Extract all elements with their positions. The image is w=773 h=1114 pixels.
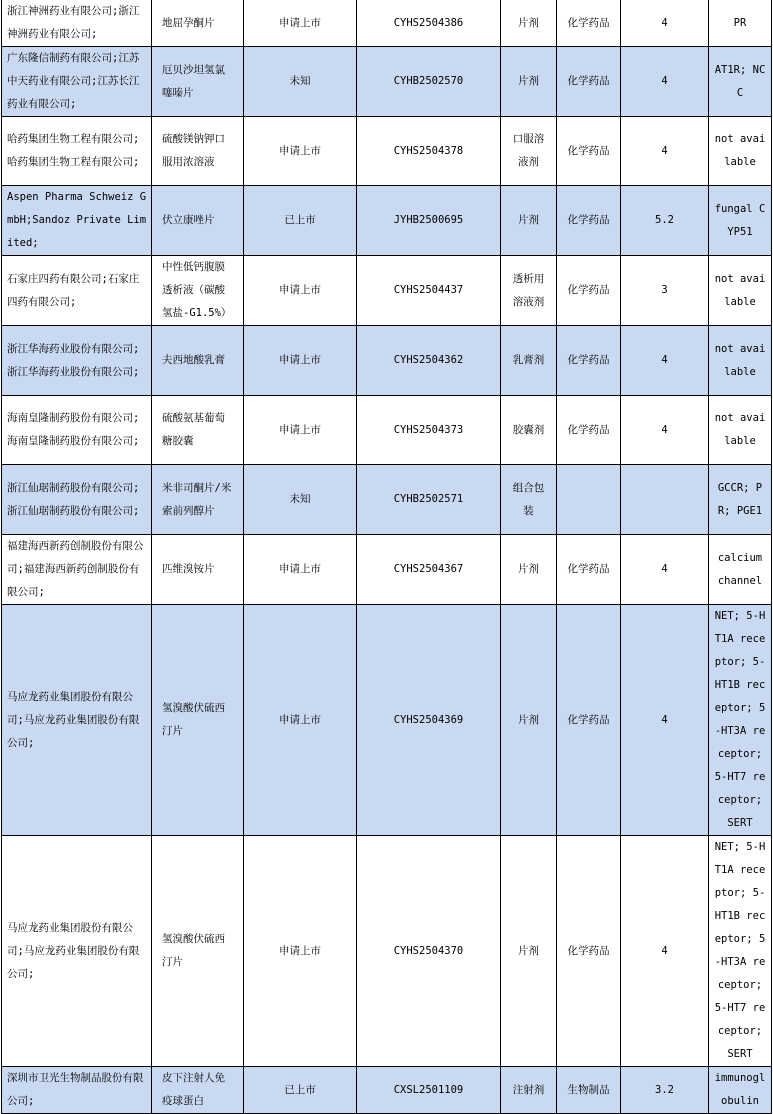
- drug-type-cell: [557, 465, 621, 535]
- table-row: [2, 465, 772, 535]
- registration-class-cell: 3: [621, 256, 709, 326]
- dosage-form-cell: 胶囊剂: [501, 396, 557, 465]
- target-cell: not available: [709, 256, 772, 326]
- acceptance-code-cell: CYHS2504386: [357, 0, 501, 47]
- status-cell: 申请上市: [244, 535, 357, 605]
- company-cell: 马应龙药业集团股份有限公司;马应龙药业集团股份有限公司;: [2, 605, 152, 836]
- company-cell: 浙江仙琚制药股份有限公司;浙江仙琚制药股份有限公司;: [2, 465, 152, 535]
- company-cell: 浙江华海药业股份有限公司;浙江华海药业股份有限公司;: [2, 326, 152, 396]
- registration-class-cell: 4: [621, 396, 709, 465]
- table-row: [2, 0, 772, 47]
- drug-name-cell: 地屈孕酮片: [152, 0, 244, 47]
- table-row: [2, 535, 772, 605]
- drug-type-cell: 化学药品: [557, 535, 621, 605]
- company-cell: 马应龙药业集团股份有限公司;马应龙药业集团股份有限公司;: [2, 836, 152, 1067]
- drug-name-cell: 匹维溴铵片: [152, 535, 244, 605]
- table-row: [2, 186, 772, 256]
- status-cell: 未知: [244, 465, 357, 535]
- drug-name-cell: 米非司酮片/米索前列醇片: [152, 465, 244, 535]
- target-cell: fungal CYP51: [709, 186, 772, 256]
- dosage-form-cell: 片剂: [501, 47, 557, 117]
- status-cell: 申请上市: [244, 256, 357, 326]
- dosage-form-cell: 组合包装: [501, 465, 557, 535]
- drug-type-cell: 化学药品: [557, 396, 621, 465]
- drug-name-cell: 氢溴酸伏硫西汀片: [152, 836, 244, 1067]
- drug-name-cell: 厄贝沙坦氢氯噻嗪片: [152, 47, 244, 117]
- status-cell: 未知: [244, 47, 357, 117]
- drug-name-cell: 中性低钙腹膜透析液（碳酸氢盐-G1.5%）: [152, 256, 244, 326]
- status-cell: 申请上市: [244, 117, 357, 186]
- acceptance-code-cell: JYHB2500695: [357, 186, 501, 256]
- drug-type-cell: 化学药品: [557, 186, 621, 256]
- drug-type-cell: 化学药品: [557, 836, 621, 1067]
- table-row: [2, 47, 772, 117]
- status-cell: 申请上市: [244, 396, 357, 465]
- acceptance-code-cell: CYHS2504367: [357, 535, 501, 605]
- acceptance-code-cell: CYHB2502571: [357, 465, 501, 535]
- target-cell: calcium channel: [709, 535, 772, 605]
- company-cell: 浙江神洲药业有限公司;浙江神洲药业有限公司;: [2, 0, 152, 47]
- drug-name-cell: 皮下注射人免疫球蛋白: [152, 1067, 244, 1114]
- dosage-form-cell: 片剂: [501, 0, 557, 47]
- target-cell: AT1R; NCC: [709, 47, 772, 117]
- registration-class-cell: 4: [621, 836, 709, 1067]
- drug-name-cell: 夫西地酸乳膏: [152, 326, 244, 396]
- registration-class-cell: 5.2: [621, 186, 709, 256]
- acceptance-code-cell: CYHS2504362: [357, 326, 501, 396]
- table-row: [2, 605, 772, 836]
- company-cell: 石家庄四药有限公司;石家庄四药有限公司;: [2, 256, 152, 326]
- drug-type-cell: 化学药品: [557, 256, 621, 326]
- drug-type-cell: 化学药品: [557, 117, 621, 186]
- status-cell: 申请上市: [244, 0, 357, 47]
- registration-class-cell: 4: [621, 605, 709, 836]
- drug-type-cell: 生物制品: [557, 1067, 621, 1114]
- registration-class-cell: 3.2: [621, 1067, 709, 1114]
- registration-class-cell: 4: [621, 0, 709, 47]
- drug-registration-table: [1, 0, 772, 1114]
- drug-type-cell: 化学药品: [557, 326, 621, 396]
- table-row: [2, 117, 772, 186]
- company-cell: 哈药集团生物工程有限公司;哈药集团生物工程有限公司;: [2, 117, 152, 186]
- dosage-form-cell: 片剂: [501, 605, 557, 836]
- target-cell: NET; 5-HT1A receptor; 5-HT1B receptor; 5-HT3A receptor; 5-HT7 receptor; SERT: [709, 605, 772, 836]
- table-row: [2, 1067, 772, 1114]
- dosage-form-cell: 注射剂: [501, 1067, 557, 1114]
- dosage-form-cell: 片剂: [501, 186, 557, 256]
- registration-class-cell: [621, 465, 709, 535]
- acceptance-code-cell: CXSL2501109: [357, 1067, 501, 1114]
- acceptance-code-cell: CYHS2504369: [357, 605, 501, 836]
- drug-type-cell: 化学药品: [557, 0, 621, 47]
- target-cell: not available: [709, 396, 772, 465]
- status-cell: 已上市: [244, 186, 357, 256]
- drug-name-cell: 硫酸镁钠钾口服用浓溶液: [152, 117, 244, 186]
- table-row: [2, 326, 772, 396]
- acceptance-code-cell: CYHS2504370: [357, 836, 501, 1067]
- status-cell: 已上市: [244, 1067, 357, 1114]
- table-row: [2, 836, 772, 1067]
- target-cell: immunoglobulin: [709, 1067, 772, 1114]
- registration-class-cell: 4: [621, 47, 709, 117]
- company-cell: 广东隆信制药有限公司;江苏中天药业有限公司;江苏长江药业有限公司;: [2, 47, 152, 117]
- drug-name-cell: 氢溴酸伏硫西汀片: [152, 605, 244, 836]
- target-cell: GCCR; PR; PGE1: [709, 465, 772, 535]
- dosage-form-cell: 透析用溶液剂: [501, 256, 557, 326]
- acceptance-code-cell: CYHS2504437: [357, 256, 501, 326]
- company-cell: Aspen Pharma Schweiz GmbH;Sandoz Private Limited;: [2, 186, 152, 256]
- drug-type-cell: 化学药品: [557, 47, 621, 117]
- company-cell: 深圳市卫光生物制品股份有限公司;: [2, 1067, 152, 1114]
- acceptance-code-cell: CYHS2504378: [357, 117, 501, 186]
- registration-class-cell: 4: [621, 535, 709, 605]
- target-cell: NET; 5-HT1A receptor; 5-HT1B receptor; 5-HT3A receptor; 5-HT7 receptor; SERT: [709, 836, 772, 1067]
- status-cell: 申请上市: [244, 836, 357, 1067]
- target-cell: PR: [709, 0, 772, 47]
- table-row: [2, 256, 772, 326]
- registration-class-cell: 4: [621, 117, 709, 186]
- company-cell: 福建海西新药创制股份有限公司;福建海西新药创制股份有限公司;: [2, 535, 152, 605]
- dosage-form-cell: 片剂: [501, 836, 557, 1067]
- company-cell: 海南皇隆制药股份有限公司;海南皇隆制药股份有限公司;: [2, 396, 152, 465]
- acceptance-code-cell: CYHS2504373: [357, 396, 501, 465]
- target-cell: not available: [709, 326, 772, 396]
- acceptance-code-cell: CYHB2502570: [357, 47, 501, 117]
- drug-name-cell: 伏立康唑片: [152, 186, 244, 256]
- drug-name-cell: 硫酸氨基葡萄糖胶囊: [152, 396, 244, 465]
- table-row: [2, 396, 772, 465]
- drug-type-cell: 化学药品: [557, 605, 621, 836]
- status-cell: 申请上市: [244, 326, 357, 396]
- dosage-form-cell: 口服溶液剂: [501, 117, 557, 186]
- registration-class-cell: 4: [621, 326, 709, 396]
- target-cell: not available: [709, 117, 772, 186]
- status-cell: 申请上市: [244, 605, 357, 836]
- dosage-form-cell: 片剂: [501, 535, 557, 605]
- table-body: [2, 0, 772, 1114]
- dosage-form-cell: 乳膏剂: [501, 326, 557, 396]
